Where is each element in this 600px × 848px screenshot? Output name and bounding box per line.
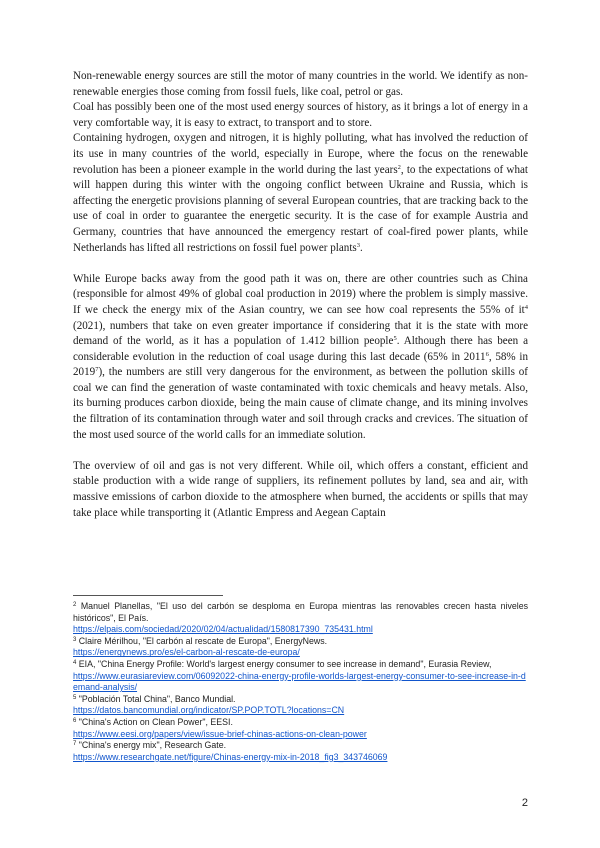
- paragraph-pollution: Containing hydrogen, oxygen and nitrogen, it is highly polluting, what has involved the reduction of its use in many countries of the world, especially in Europe, where the focus on the renewable revolution has been a pioneer example in the world during the last years$^2$, to the expectations of what will happen during this winter with the ongoing conflict between Ukraine and Russia, which is affecting the energetic provisions planning of several European countries, that are tracking back to the use of coal in order to guarantee the energetic security. It is the case of for example Austria and Germany, countries that have announced the emergency restart of coal-fired power plants, while Netherlands has lifted all restrictions on fossil fuel power plants$^3$.: [73, 132, 528, 254]
- footnote-3: $^3$ Claire Mérilhou, "El carbón al rescate de Europa", EnergyNews. https://energynews.pro/es/el-carbon-al-rescate-de-europa/: [73, 635, 328, 658]
- footnote-ref[interactable]: 2: [397, 163, 401, 171]
- footnote-link[interactable]: https://energynews.pro/es/el-carbon-al-rescate-de-europa/: [73, 647, 300, 658]
- page-number: 2: [521, 797, 528, 809]
- footnote-ref[interactable]: 3: [356, 241, 360, 249]
- body-text: [73, 69, 528, 521]
- footnote-ref[interactable]: 6: [485, 350, 489, 358]
- footnote-4: $^4$ EIA, "China Energy Profile: World's largest energy consumer to see increase in demand", Eurasia Review, https://www.eurasiareview.com/06092022-china-energy-profile-worlds-largest-energy-consumer-to-see-increase-in-demand-analysis/: [73, 658, 526, 693]
- paragraph-oil-gas: The overview of oil and gas is not very different. While oil, which offers a constant, efficient and stable production with a wide range of suppliers, its refinement pollutes by land, sea and air, with massive emissions of carbon dioxide to the atmosphere when burned, the accidents or spills that may take place while transporting it (Atlantic Empress and Aegean Captain: [73, 459, 528, 519]
- paragraph-coal: Coal has possibly been one of the most used energy sources of history, as it brings a lot of energy in a very comfortable way, it is easy to extract, to transport and to store.: [73, 101, 528, 129]
- footnote-ref[interactable]: 7: [95, 366, 99, 374]
- footnote-link[interactable]: https://elpais.com/sociedad/2020/02/04/actualidad/1580817390_735431.html: [73, 624, 373, 635]
- footnote-separator: [73, 595, 223, 596]
- footnote-ref[interactable]: 5: [393, 335, 397, 343]
- footnote-link[interactable]: https://www.eesi.org/papers/view/issue-brief-chinas-actions-on-clean-power: [73, 728, 367, 739]
- paragraph-china: While Europe backs away from the good path it was on, there are other countries such as China (responsible for almost 49% of global coal production in 2019) where the problem is simply massive. If we check the energy mix of the Asian country, we can see how coal represents the 55% of $it^4$ (2021), numbers that take on even greater importance if considering that it is the state with more demand of the world, as it has a population of 1.412 billion people$^5$. Although there has been a considerable evolution in the reduction of coal usage during this last decade (65% in 2011$^6$, 58% in 2019$^7$), the numbers are still very dangerous for the environment, as between the pollution skills of coal we can find the generation of waste contaminated with toxic chemicals and heavy metals. Also, its burning produces carbon dioxide, being the main cause of climate change, and its mining involves the filtration of its contamination through water and soil through cracks and crevices. The situation of the most used source of the world calls for an immediate solution.: [73, 272, 529, 441]
- footnote-link[interactable]: https://datos.bancomundial.org/indicator/SP.POP.TOTL?locations=CN: [73, 705, 345, 716]
- footnote-5: $^5$ "Población Total China", Banco Mundial. https://datos.bancomundial.org/indicator/SP.POP.TOTL?locations=CN: [73, 693, 345, 716]
- footnote-6: $^6$ "China's Action on Clean Power", EESI. https://www.eesi.org/papers/view/issue-brief-chinas-actions-on-clean-power: [73, 716, 367, 739]
- footnote-2: $^2$ Manuel Planellas, "El uso del carbón se desploma en Europa mientras las renovables crecen hasta niveles históricos", El País. https://elpais.com/sociedad/2020/02/04/actualidad/1580817390_735431.html: [73, 601, 528, 635]
- footnote-link[interactable]: https://www.researchgate.net/figure/Chinas-energy-mix-in-2018_fig3_343746069: [73, 751, 388, 762]
- footnote-7: $^7$ "China's energy mix", Research Gate. https://www.researchgate.net/figure/Chinas-energy-mix-in-2018_fig3_343746069: [73, 740, 388, 762]
- footnotes: [73, 601, 528, 763]
- paragraph-nonrenewable: Non-renewable energy sources are still the motor of many countries in the world. We identify as non-renewable energies those coming from fossil fuels, like coal, petrol or gas.: [73, 70, 528, 98]
- footnote-ref[interactable]: 4: [524, 303, 528, 311]
- footnote-link[interactable]: https://www.eurasiareview.com/06092022-china-energy-profile-worlds-largest-energy-consumer-to-see-increase-in-demand-analysis/: [73, 670, 526, 693]
